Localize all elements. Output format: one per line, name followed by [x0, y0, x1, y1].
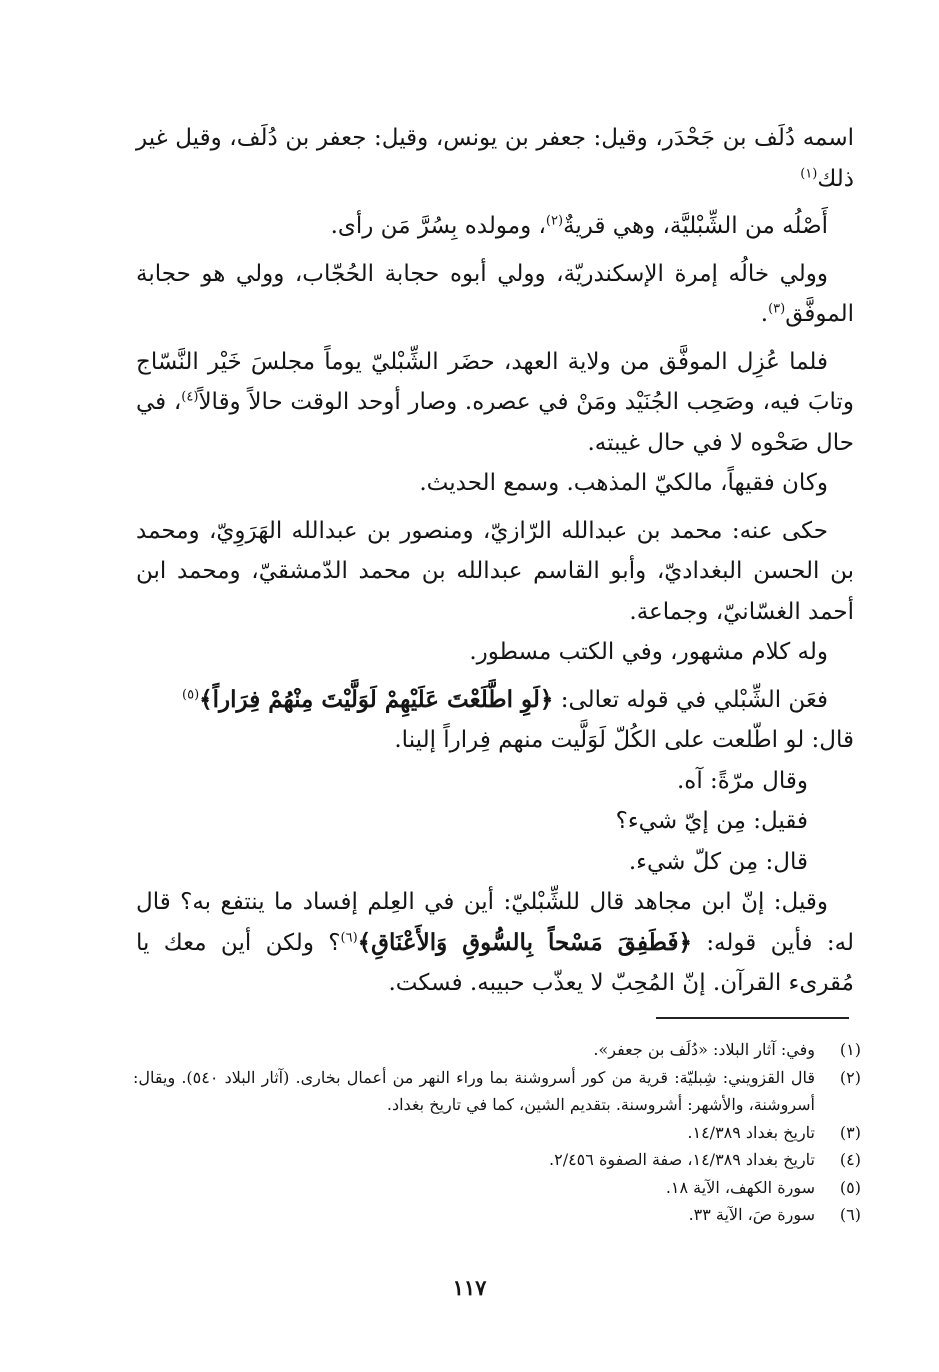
footnote-text: قال القزويني: شِبليّة: قرية من كور أسروشنة بما وراء النهر من أعمال بخارى. (آثار البلاد ٥٤٠). ويقال: أسروشنة، والأشهر: أشروسنة. بتقديم الشين، كما في تاريخ بغداد. [133, 1067, 815, 1114]
footnote-text: سورة صَ، الآية ٣٣. [688, 1205, 815, 1224]
paragraph-text: حكى عنه: محمد بن عبدالله الرّازيّ، ومنصور بن عبدالله الهَرَوِيّ، ومحمد بن الحسن البغداديّ، وأبو القاسم عبدالله بن محمد الدّمشقيّ، ومحمد ابن أحمد الغسّانيّ، وجماعة. [136, 517, 854, 625]
footnote-item [133, 1146, 861, 1174]
footnote-ref-4: (٤) [181, 389, 199, 405]
paragraph-verse-kahf [136, 680, 854, 721]
paragraph-text: وقيل: إنّ ابن مجاهد قال للشِّبْليّ: أين في العِلم إفساد ما ينتفع به؟ قال له: فأين قوله: [136, 889, 855, 956]
paragraph-family [136, 254, 854, 335]
paragraph-text: اسمه دُلَف بن جَحْدَر، وقيل: جعفر بن يونس، وقيل: جعفر بن دُلَف، وقيل غير ذلك [136, 125, 854, 192]
footnote-ref-2: (٢) [545, 213, 564, 229]
paragraph-said [136, 720, 854, 761]
paragraph-text: . [760, 301, 769, 327]
footnote-item [133, 1119, 861, 1147]
footnote-ref-1: (١) [800, 165, 818, 181]
paragraph-fiqh [136, 463, 854, 504]
paragraph-text: قال: لو اطّلعت على الكُلّ لَوَلَّيت منهم فِراراً إلينا. [394, 727, 854, 753]
footnote-ref-5: (٥) [182, 686, 200, 702]
paragraph-text: وقال مرّةً: آه. [676, 767, 808, 794]
paragraph-text: أَصْلُه من الشِّبْليَّة، وهي قريةٌ [563, 213, 828, 239]
quran-verse: ﴿فَطَفِقَ مَسْحاً بِالسُّوقِ وَالأَعْنَاقِ﴾ [357, 928, 692, 956]
paragraph-narrators [136, 511, 854, 633]
footnote-number: (٣) [839, 1122, 861, 1142]
paragraph-repentance [136, 342, 854, 464]
footnote-item [133, 1064, 861, 1119]
paragraph-text: وولي خالُه إمرة الإسكندريّة، وولي أبوه حجابة الحُجّاب، وولي هو حجابة الموفَّق [136, 260, 854, 327]
footnote-separator [656, 1017, 849, 1019]
footnote-item [133, 1174, 861, 1202]
paragraph-sayings [136, 632, 854, 673]
quran-verse: ﴿لَوِ اطَّلَعْتَ عَلَيْهِمْ لَوَلَّيْتَ مِنْهُمْ فِرَاراً﴾ [199, 685, 554, 713]
footnote-item [133, 1201, 861, 1229]
footnote-ref-3: (٣) [768, 301, 786, 317]
footnote-number: (٢) [839, 1067, 861, 1087]
footnote-text: تاريخ بغداد ١٤/٣٨٩. [687, 1122, 815, 1142]
paragraph-text: فلما عُزِل الموفَّق من ولاية العهد، حضَر الشِّبْليّ يوماً مجلسَ خَيْر النَّسّاج وتابَ فيه، وصَحِب الجُنَيْد ومَنْ في عصره. وصار أوحد الوقت حالاً وقالاً [136, 348, 854, 415]
paragraph-text: قال: مِن كلّ شيء. [628, 848, 808, 875]
footnote-item [133, 1036, 861, 1064]
footnote-ref-6: (٦) [340, 929, 358, 945]
paragraph-text: ، في حال صَحْوه لا في حال غيبته. [136, 389, 854, 456]
footnote-number: (٦) [839, 1205, 861, 1224]
paragraph-text: ؟ ولكن أين معك يا مُقرىء القرآن. إنّ المُحِبّ لا يعذّب حبيبه. فسكت. [136, 929, 854, 996]
footnote-number: (٥) [839, 1177, 861, 1197]
paragraph-ibn-mujahid [136, 882, 854, 1004]
paragraph-text: وكان فقيهاً، مالكيّ المذهب. وسمع الحديث. [419, 470, 828, 496]
page-number: ١١٧ [452, 1275, 487, 1300]
footnote-text: تاريخ بغداد ١٤/٣٨٩، صفة الصفوة ٢/٤٥٦. [549, 1150, 815, 1169]
paragraph-name [136, 118, 854, 199]
paragraph-once [136, 761, 854, 802]
paragraph-text: فعَن الشِّبْلي في قوله تعالى: [560, 686, 828, 713]
footnotes [133, 1036, 861, 1229]
footnote-text: وفي: آثار البلاد: «دُلَف بن جعفر». [593, 1040, 815, 1059]
main-text [136, 118, 854, 1004]
footnote-text: سورة الكهف، الآية ١٨. [665, 1177, 815, 1197]
paragraph-question [136, 801, 854, 842]
footnote-number: (١) [839, 1040, 861, 1059]
paragraph-answer [136, 842, 854, 883]
paragraph-text: وله كلام مشهور، وفي الكتب مسطور. [469, 639, 828, 665]
paragraph-text: ، ومولده بِسُرَّ مَن رأى. [330, 213, 546, 239]
paragraph-origin [136, 206, 854, 247]
paragraph-text: فقيل: مِن إيّ شيء؟ [615, 808, 808, 834]
footnote-number: (٤) [839, 1150, 861, 1169]
